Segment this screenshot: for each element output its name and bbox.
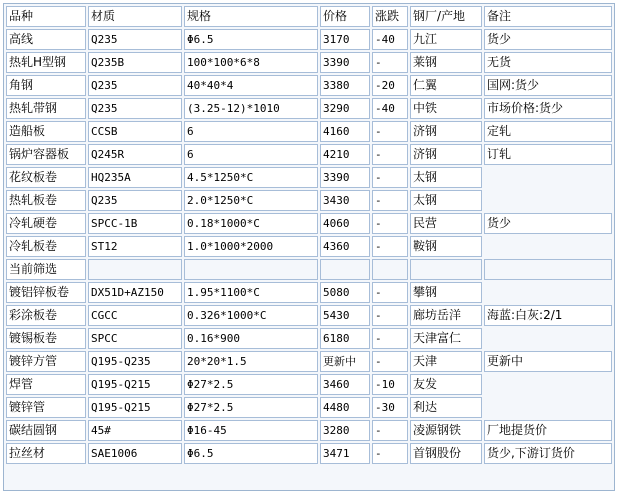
table-row bbox=[6, 98, 612, 119]
price-table-container bbox=[3, 3, 615, 491]
table-cell: Q235B bbox=[88, 52, 182, 73]
table-cell: 无货 bbox=[484, 52, 612, 73]
column-header: 品种 bbox=[6, 6, 86, 27]
table-cell: 45# bbox=[88, 420, 182, 441]
empty-cell bbox=[88, 259, 182, 280]
filter-row bbox=[6, 259, 612, 280]
table-cell: 鞍钢 bbox=[410, 236, 482, 257]
table-cell: Q245R bbox=[88, 144, 182, 165]
table-cell: 高线 bbox=[6, 29, 86, 50]
table-row bbox=[6, 351, 612, 372]
column-header: 规格 bbox=[184, 6, 318, 27]
table-cell: 0.326*1000*C bbox=[184, 305, 318, 326]
table-cell: - bbox=[372, 121, 408, 142]
table-cell: Q195-Q215 bbox=[88, 397, 182, 418]
table-cell: Q195-Q235 bbox=[88, 351, 182, 372]
current-filter-label: 当前筛选 bbox=[6, 259, 86, 280]
table-cell: -10 bbox=[372, 374, 408, 395]
table-header-row bbox=[6, 6, 612, 27]
table-cell: 订轧 bbox=[484, 144, 612, 165]
table-cell: 凌源钢铁 bbox=[410, 420, 482, 441]
table-cell: SPCC bbox=[88, 328, 182, 349]
table-cell: 天津富仁 bbox=[410, 328, 482, 349]
table-cell: 九江 bbox=[410, 29, 482, 50]
table-cell: 0.18*1000*C bbox=[184, 213, 318, 234]
table-row bbox=[6, 167, 612, 188]
table-cell: - bbox=[372, 52, 408, 73]
table-row bbox=[6, 374, 612, 395]
table-cell: 冷轧板卷 bbox=[6, 236, 86, 257]
table-cell: - bbox=[372, 190, 408, 211]
table-row bbox=[6, 75, 612, 96]
empty-cell bbox=[484, 259, 612, 280]
table-cell: 花纹板卷 bbox=[6, 167, 86, 188]
empty-cell bbox=[372, 259, 408, 280]
table-cell: 定轧 bbox=[484, 121, 612, 142]
table-cell: Φ16-45 bbox=[184, 420, 318, 441]
table-cell: CGCC bbox=[88, 305, 182, 326]
table-cell: -40 bbox=[372, 98, 408, 119]
table-cell: 6 bbox=[184, 121, 318, 142]
table-cell: 0.16*900 bbox=[184, 328, 318, 349]
table-cell: 角钢 bbox=[6, 75, 86, 96]
table-cell: Φ27*2.5 bbox=[184, 374, 318, 395]
table-row bbox=[6, 305, 612, 326]
table-cell: ST12 bbox=[88, 236, 182, 257]
table-cell: 100*100*6*8 bbox=[184, 52, 318, 73]
table-cell: 3460 bbox=[320, 374, 370, 395]
table-cell: 海蓝:白灰:2/1 bbox=[484, 305, 612, 326]
table-cell bbox=[484, 282, 612, 303]
table-cell: 焊管 bbox=[6, 374, 86, 395]
table-cell: 利达 bbox=[410, 397, 482, 418]
empty-cell bbox=[410, 259, 482, 280]
table-cell: Q235 bbox=[88, 29, 182, 50]
empty-cell bbox=[320, 259, 370, 280]
table-cell: 中铁 bbox=[410, 98, 482, 119]
steel-price-table bbox=[4, 4, 614, 466]
table-row bbox=[6, 121, 612, 142]
table-cell: 彩涂板卷 bbox=[6, 305, 86, 326]
table-cell: CCSB bbox=[88, 121, 182, 142]
table-cell: 热轧带钢 bbox=[6, 98, 86, 119]
table-cell: 货少 bbox=[484, 213, 612, 234]
table-cell: 5080 bbox=[320, 282, 370, 303]
table-cell: 3380 bbox=[320, 75, 370, 96]
table-cell: 太钢 bbox=[410, 167, 482, 188]
table-cell: 厂地提货价 bbox=[484, 420, 612, 441]
table-cell: DX51D+AZ150 bbox=[88, 282, 182, 303]
table-cell: Q235 bbox=[88, 98, 182, 119]
table-cell: 6 bbox=[184, 144, 318, 165]
table-cell: 碳结圆钢 bbox=[6, 420, 86, 441]
table-cell: 货少 bbox=[484, 29, 612, 50]
table-row bbox=[6, 213, 612, 234]
table-cell: - bbox=[372, 443, 408, 464]
table-cell: 首钢股份 bbox=[410, 443, 482, 464]
table-cell: -40 bbox=[372, 29, 408, 50]
table-row bbox=[6, 190, 612, 211]
table-cell: 市场价格:货少 bbox=[484, 98, 612, 119]
table-cell: - bbox=[372, 236, 408, 257]
table-cell: SAE1006 bbox=[88, 443, 182, 464]
table-cell: 锅炉容器板 bbox=[6, 144, 86, 165]
table-cell: 造船板 bbox=[6, 121, 86, 142]
table-cell bbox=[484, 397, 612, 418]
table-cell: 4480 bbox=[320, 397, 370, 418]
table-row bbox=[6, 282, 612, 303]
table-cell: Φ6.5 bbox=[184, 443, 318, 464]
table-cell: Φ6.5 bbox=[184, 29, 318, 50]
table-cell: Q235 bbox=[88, 75, 182, 96]
table-cell: 热轧板卷 bbox=[6, 190, 86, 211]
table-cell: 4160 bbox=[320, 121, 370, 142]
table-cell: 3390 bbox=[320, 52, 370, 73]
table-cell: 20*20*1.5 bbox=[184, 351, 318, 372]
table-row bbox=[6, 443, 612, 464]
table-cell bbox=[484, 374, 612, 395]
column-header: 材质 bbox=[88, 6, 182, 27]
table-cell: 3390 bbox=[320, 167, 370, 188]
table-cell: SPCC-1B bbox=[88, 213, 182, 234]
table-cell: 1.0*1000*2000 bbox=[184, 236, 318, 257]
table-cell: 天津 bbox=[410, 351, 482, 372]
table-cell bbox=[484, 167, 612, 188]
table-row bbox=[6, 29, 612, 50]
table-cell: 5430 bbox=[320, 305, 370, 326]
column-header: 涨跌 bbox=[372, 6, 408, 27]
table-cell: Q195-Q215 bbox=[88, 374, 182, 395]
table-row bbox=[6, 328, 612, 349]
table-cell: 民营 bbox=[410, 213, 482, 234]
table-cell: -20 bbox=[372, 75, 408, 96]
table-cell: 拉丝材 bbox=[6, 443, 86, 464]
table-cell: 济钢 bbox=[410, 121, 482, 142]
table-cell: 2.0*1250*C bbox=[184, 190, 318, 211]
table-cell: HQ235A bbox=[88, 167, 182, 188]
table-cell: 镀锌方管 bbox=[6, 351, 86, 372]
table-cell: -30 bbox=[372, 397, 408, 418]
table-cell: 更新中 bbox=[320, 351, 370, 372]
table-cell bbox=[484, 190, 612, 211]
column-header: 备注 bbox=[484, 6, 612, 27]
table-cell: 3290 bbox=[320, 98, 370, 119]
table-cell: 4060 bbox=[320, 213, 370, 234]
table-cell: 货少,下游订货价 bbox=[484, 443, 612, 464]
table-cell: 太钢 bbox=[410, 190, 482, 211]
table-cell: - bbox=[372, 282, 408, 303]
table-row bbox=[6, 52, 612, 73]
table-cell: 镀铝锌板卷 bbox=[6, 282, 86, 303]
table-cell: 冷轧硬卷 bbox=[6, 213, 86, 234]
table-cell: 3430 bbox=[320, 190, 370, 211]
table-cell: 更新中 bbox=[484, 351, 612, 372]
table-cell: 镀锡板卷 bbox=[6, 328, 86, 349]
table-row bbox=[6, 144, 612, 165]
table-cell: 4360 bbox=[320, 236, 370, 257]
table-cell: 热轧H型钢 bbox=[6, 52, 86, 73]
table-cell: 4.5*1250*C bbox=[184, 167, 318, 188]
table-cell: 4210 bbox=[320, 144, 370, 165]
table-cell bbox=[484, 328, 612, 349]
table-cell: 6180 bbox=[320, 328, 370, 349]
table-cell: 40*40*4 bbox=[184, 75, 318, 96]
empty-cell bbox=[184, 259, 318, 280]
table-cell: 3170 bbox=[320, 29, 370, 50]
table-row bbox=[6, 236, 612, 257]
table-cell: (3.25-12)*1010 bbox=[184, 98, 318, 119]
table-cell: - bbox=[372, 305, 408, 326]
table-cell: 仁翼 bbox=[410, 75, 482, 96]
table-cell: - bbox=[372, 420, 408, 441]
table-cell: Q235 bbox=[88, 190, 182, 211]
column-header: 价格 bbox=[320, 6, 370, 27]
table-row bbox=[6, 420, 612, 441]
table-cell bbox=[484, 236, 612, 257]
table-cell: 国网:货少 bbox=[484, 75, 612, 96]
table-cell: - bbox=[372, 213, 408, 234]
table-cell: - bbox=[372, 351, 408, 372]
table-cell: - bbox=[372, 167, 408, 188]
table-row bbox=[6, 397, 612, 418]
table-cell: 1.95*1100*C bbox=[184, 282, 318, 303]
table-cell: 3280 bbox=[320, 420, 370, 441]
table-cell: 廊坊岳洋 bbox=[410, 305, 482, 326]
table-cell: 莱钢 bbox=[410, 52, 482, 73]
table-cell: Φ27*2.5 bbox=[184, 397, 318, 418]
column-header: 钢厂/产地 bbox=[410, 6, 482, 27]
table-cell: 济钢 bbox=[410, 144, 482, 165]
table-cell: - bbox=[372, 328, 408, 349]
table-cell: 攀钢 bbox=[410, 282, 482, 303]
table-cell: 友发 bbox=[410, 374, 482, 395]
table-cell: 镀锌管 bbox=[6, 397, 86, 418]
table-cell: - bbox=[372, 144, 408, 165]
table-cell: 3471 bbox=[320, 443, 370, 464]
